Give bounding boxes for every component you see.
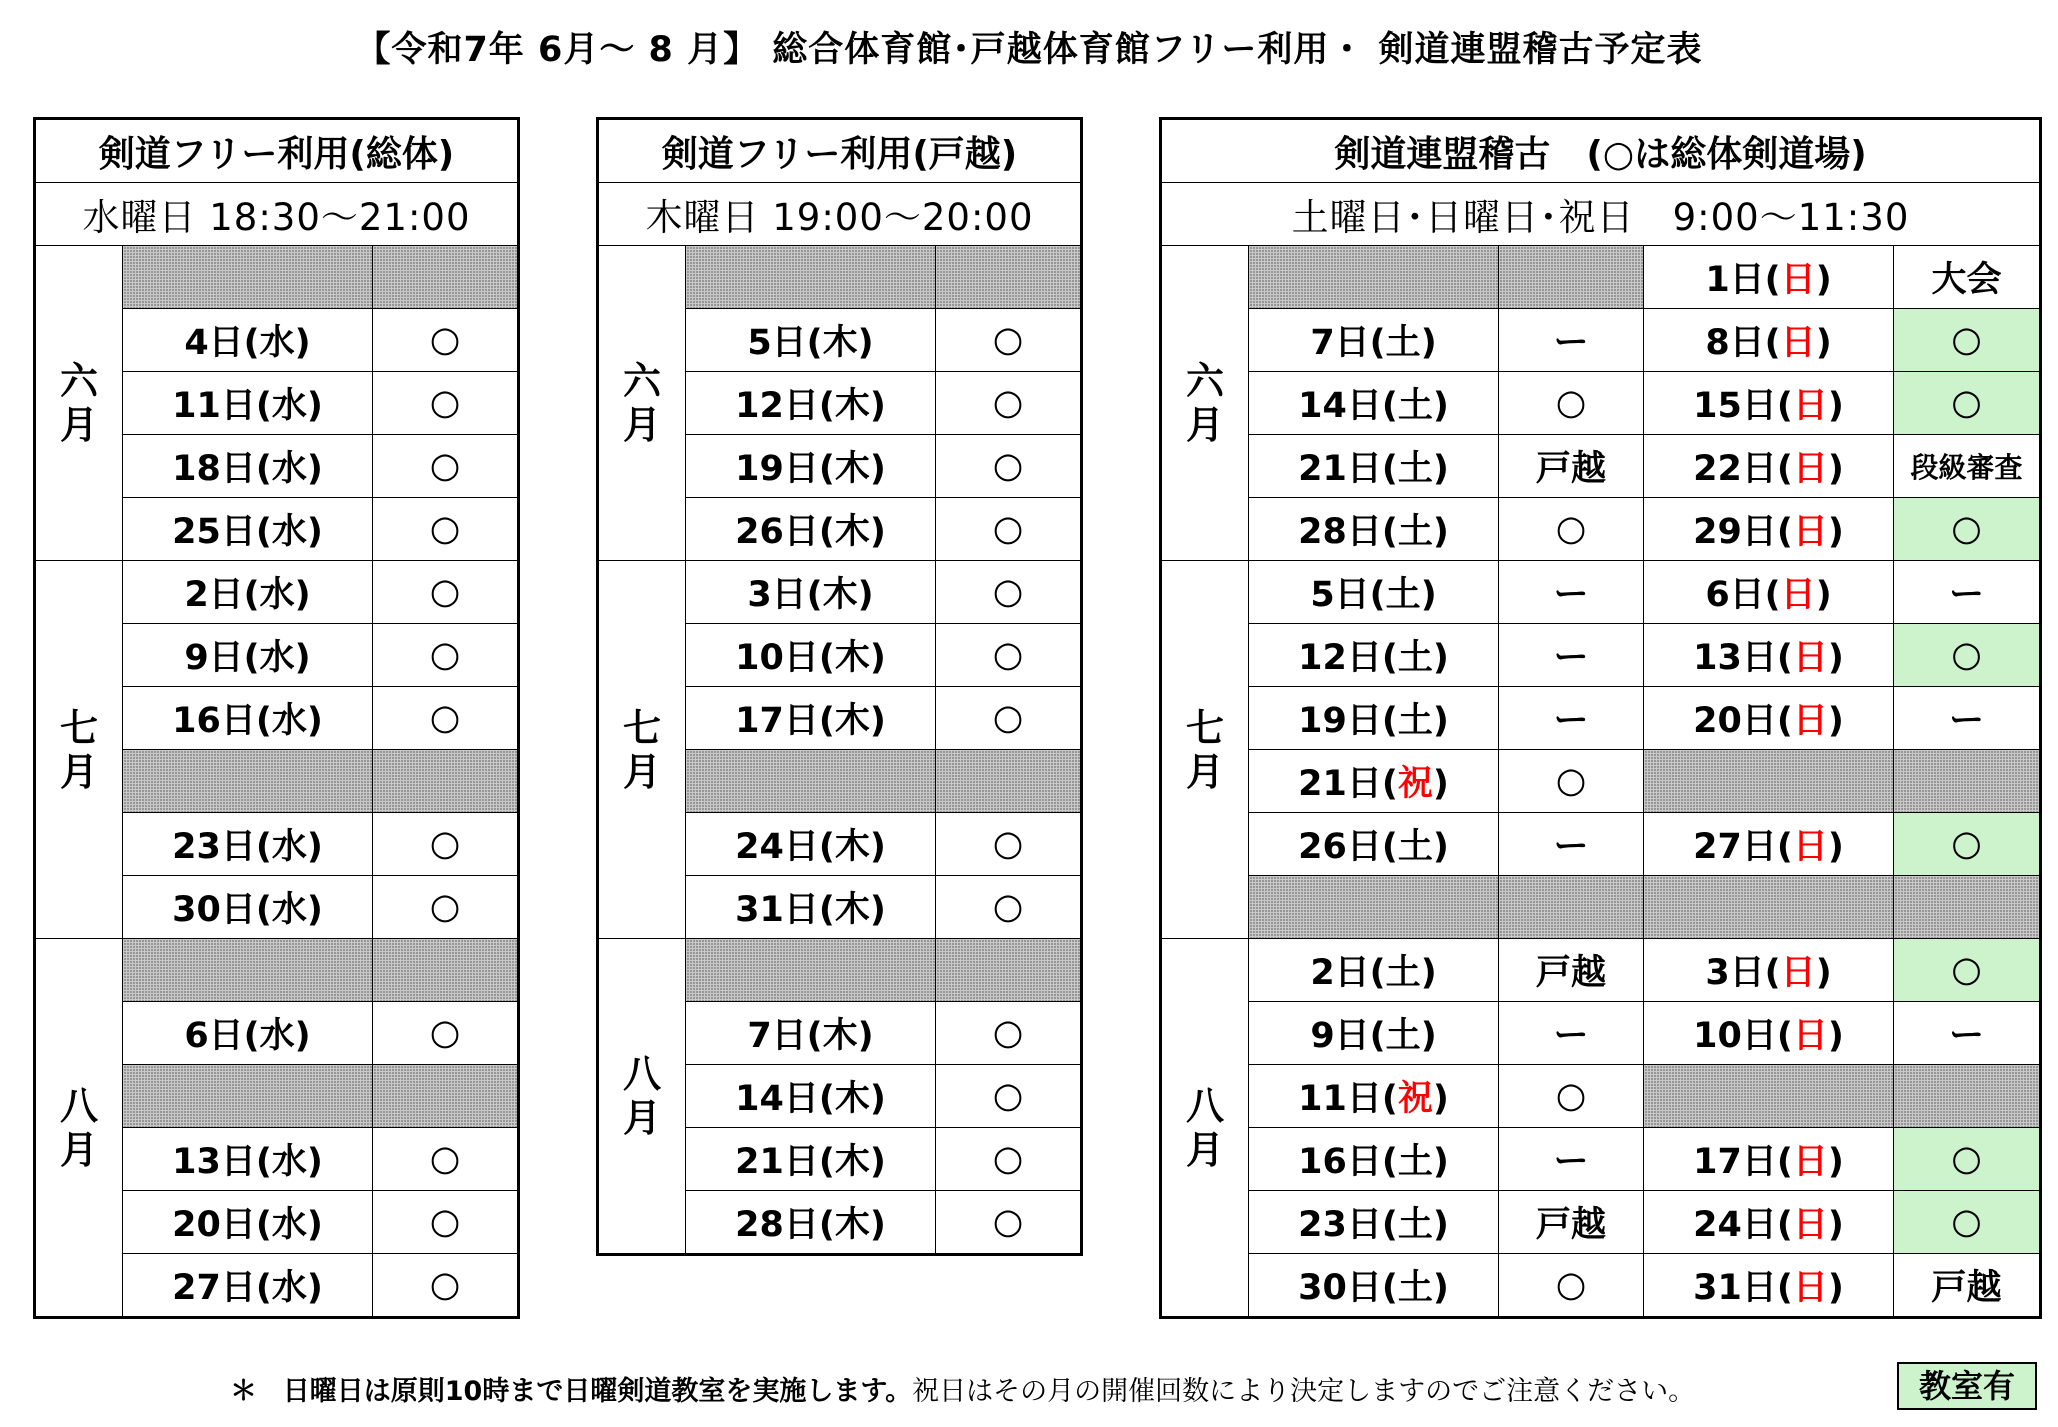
empty-cell — [123, 1065, 373, 1128]
weekday: 土 — [1397, 1268, 1433, 1308]
date-number: 20日( — [1693, 701, 1793, 741]
sunday-date — [1644, 498, 1894, 561]
availability-mark: ○ — [936, 1191, 1082, 1255]
date-paren: ) — [1827, 1205, 1844, 1245]
empty-cell — [686, 750, 936, 813]
date-number: 1日( — [1705, 260, 1781, 300]
date-number: 15日( — [1693, 386, 1793, 426]
date-number: 17日( — [1693, 1142, 1793, 1182]
table-row — [1161, 246, 2041, 309]
sunday-date — [1644, 939, 1894, 1002]
saturday-mark: ー — [1499, 624, 1644, 687]
date-cell: 11日(水) — [123, 372, 373, 435]
table-header: 剣道フリー利用(総体) — [35, 119, 519, 183]
saturday-mark: ○ — [1499, 498, 1644, 561]
table-row — [1161, 498, 2041, 561]
date-number: 29日( — [1693, 512, 1793, 552]
sunday-date — [1644, 687, 1894, 750]
date-cell: 23日(水) — [123, 813, 373, 876]
empty-cell — [123, 939, 373, 1002]
empty-cell — [373, 1065, 519, 1128]
sunday-date — [1644, 1191, 1894, 1254]
table-row — [35, 939, 519, 1002]
month-label: 六 月 — [598, 246, 686, 561]
sunday-date — [1644, 813, 1894, 876]
availability-mark: ○ — [936, 372, 1082, 435]
saturday-mark: 戸越 — [1499, 1191, 1644, 1254]
weekday: 日 — [1780, 323, 1816, 363]
empty-cell — [1499, 876, 1644, 939]
sunday-mark: ○ — [1894, 1128, 2041, 1191]
date-number: 24日( — [1693, 1205, 1793, 1245]
month-label: 六 月 — [1161, 246, 1249, 561]
table-row — [1161, 876, 2041, 939]
sunday-mark: 戸越 — [1894, 1254, 2041, 1318]
date-number: 31日( — [1693, 1268, 1793, 1308]
date-cell: 5日(木) — [686, 309, 936, 372]
availability-mark: ○ — [373, 498, 519, 561]
date-number: 2日( — [1310, 953, 1386, 993]
month-label: 七 月 — [35, 561, 123, 939]
date-cell: 10日(木) — [686, 624, 936, 687]
weekday: 日 — [1780, 575, 1816, 615]
sunday-mark: ー — [1894, 1002, 2041, 1065]
date-number: 22日( — [1693, 449, 1793, 489]
month-label: 八 月 — [1161, 939, 1249, 1318]
saturday-mark: ○ — [1499, 1254, 1644, 1318]
date-paren: ) — [1432, 764, 1449, 804]
date-paren: ) — [1815, 953, 1832, 993]
saturday-date — [1249, 687, 1499, 750]
sunday-date — [1644, 435, 1894, 498]
date-number: 12日( — [1298, 638, 1398, 678]
date-number: 30日( — [1298, 1268, 1398, 1308]
date-cell: 20日(水) — [123, 1191, 373, 1254]
date-paren: ) — [1432, 1205, 1449, 1245]
saturday-mark: ー — [1499, 1128, 1644, 1191]
footnote — [230, 1369, 1695, 1408]
weekday: 祝 — [1397, 1079, 1433, 1119]
weekday: 日 — [1792, 638, 1828, 678]
empty-cell — [1249, 246, 1499, 309]
saturday-date — [1249, 1254, 1499, 1318]
free-use-togoshi-table — [596, 117, 1083, 1256]
date-cell: 7日(木) — [686, 1002, 936, 1065]
table-row — [1161, 750, 2041, 813]
sunday-mark: ○ — [1894, 624, 2041, 687]
date-number: 11日( — [1298, 1079, 1398, 1119]
date-cell: 12日(木) — [686, 372, 936, 435]
saturday-mark: 戸越 — [1499, 435, 1644, 498]
sunday-mark: ○ — [1894, 939, 2041, 1002]
table-row — [1161, 1002, 2041, 1065]
empty-cell — [373, 939, 519, 1002]
table-header: 剣道フリー利用(戸越) — [598, 119, 1082, 183]
empty-cell — [123, 246, 373, 309]
empty-cell — [686, 246, 936, 309]
saturday-date — [1249, 624, 1499, 687]
saturday-mark: ー — [1499, 309, 1644, 372]
weekday: 土 — [1397, 1142, 1433, 1182]
availability-mark: ○ — [936, 624, 1082, 687]
table-row — [1161, 1128, 2041, 1191]
footnote-bold: 日曜日は原則10時まで日曜剣道教室を実施します。 — [282, 1376, 913, 1407]
availability-mark: ○ — [373, 1191, 519, 1254]
date-cell: 17日(木) — [686, 687, 936, 750]
date-number: 26日( — [1298, 827, 1398, 867]
sunday-mark: 大会 — [1894, 246, 2041, 309]
weekday: 土 — [1385, 575, 1421, 615]
availability-mark: ○ — [936, 813, 1082, 876]
empty-cell — [123, 750, 373, 813]
date-paren: ) — [1420, 575, 1437, 615]
saturday-date — [1249, 939, 1499, 1002]
availability-mark: ○ — [373, 1128, 519, 1191]
availability-mark: ○ — [373, 435, 519, 498]
date-cell: 2日(水) — [123, 561, 373, 624]
sunday-date — [1644, 1128, 1894, 1191]
weekday: 土 — [1397, 512, 1433, 552]
date-paren: ) — [1827, 512, 1844, 552]
date-paren: ) — [1827, 1016, 1844, 1056]
availability-mark: ○ — [936, 498, 1082, 561]
availability-mark: ○ — [373, 372, 519, 435]
month-label: 八 月 — [35, 939, 123, 1318]
weekday: 土 — [1397, 827, 1433, 867]
table-row — [35, 561, 519, 624]
date-cell: 14日(木) — [686, 1065, 936, 1128]
date-paren: ) — [1420, 323, 1437, 363]
weekday: 日 — [1792, 1142, 1828, 1182]
table-row — [598, 246, 1082, 309]
page-title: 【令和7年 6月～ 8 月】 総合体育館･戸越体育館フリー利用・ 剣道連盟稽古予定表 — [355, 30, 1703, 70]
empty-cell — [1894, 750, 2041, 813]
table-row — [1161, 1254, 2041, 1318]
table-row — [1161, 687, 2041, 750]
table-row — [598, 561, 1082, 624]
weekday: 日 — [1780, 953, 1816, 993]
saturday-mark: ○ — [1499, 750, 1644, 813]
empty-cell — [373, 750, 519, 813]
sunday-mark: ○ — [1894, 813, 2041, 876]
date-cell: 31日(木) — [686, 876, 936, 939]
sunday-date — [1644, 1254, 1894, 1318]
date-cell: 25日(水) — [123, 498, 373, 561]
weekday: 日 — [1792, 1268, 1828, 1308]
date-cell: 24日(木) — [686, 813, 936, 876]
date-paren: ) — [1827, 827, 1844, 867]
weekday: 土 — [1385, 1016, 1421, 1056]
empty-cell — [1894, 876, 2041, 939]
availability-mark: ○ — [373, 624, 519, 687]
weekday: 日 — [1792, 701, 1828, 741]
date-paren: ) — [1827, 1268, 1844, 1308]
availability-mark: ○ — [373, 876, 519, 939]
saturday-date — [1249, 813, 1499, 876]
weekday: 日 — [1792, 386, 1828, 426]
saturday-mark: ー — [1499, 561, 1644, 624]
table-schedule: 木曜日 19:00～20:00 — [598, 183, 1082, 246]
saturday-date — [1249, 750, 1499, 813]
table-row — [1161, 309, 2041, 372]
sunday-mark: ○ — [1894, 498, 2041, 561]
date-paren: ) — [1827, 701, 1844, 741]
month-label: 六 月 — [35, 246, 123, 561]
table-schedule: 土曜日･日曜日･祝日 9:00～11:30 — [1161, 183, 2041, 246]
federation-practice-table — [1159, 117, 2042, 1319]
weekday: 日 — [1780, 260, 1816, 300]
saturday-mark: ○ — [1499, 372, 1644, 435]
empty-cell — [936, 939, 1082, 1002]
sunday-mark: ー — [1894, 561, 2041, 624]
date-paren: ) — [1432, 638, 1449, 678]
date-paren: ) — [1432, 701, 1449, 741]
saturday-mark: ○ — [1499, 1065, 1644, 1128]
date-cell: 28日(木) — [686, 1191, 936, 1255]
date-paren: ) — [1827, 1142, 1844, 1182]
date-cell: 30日(水) — [123, 876, 373, 939]
sunday-mark: ○ — [1894, 1191, 2041, 1254]
weekday: 日 — [1792, 449, 1828, 489]
table-row — [1161, 1065, 2041, 1128]
availability-mark: ○ — [373, 687, 519, 750]
weekday: 土 — [1397, 386, 1433, 426]
saturday-date — [1249, 1191, 1499, 1254]
empty-cell — [373, 246, 519, 309]
weekday: 日 — [1792, 827, 1828, 867]
saturday-date — [1249, 561, 1499, 624]
saturday-mark: ー — [1499, 1002, 1644, 1065]
date-paren: ) — [1432, 1268, 1449, 1308]
table-row — [35, 246, 519, 309]
date-number: 21日( — [1298, 449, 1398, 489]
date-paren: ) — [1420, 1016, 1437, 1056]
availability-mark: ○ — [936, 687, 1082, 750]
availability-mark: ○ — [373, 1002, 519, 1065]
date-cell: 19日(木) — [686, 435, 936, 498]
weekday: 土 — [1397, 701, 1433, 741]
table-schedule: 水曜日 18:30～21:00 — [35, 183, 519, 246]
date-paren: ) — [1827, 386, 1844, 426]
sunday-mark: 段級審査 — [1894, 435, 2041, 498]
empty-cell — [1644, 876, 1894, 939]
saturday-date — [1249, 1002, 1499, 1065]
date-paren: ) — [1432, 1142, 1449, 1182]
date-number: 7日( — [1310, 323, 1386, 363]
weekday: 土 — [1385, 323, 1421, 363]
saturday-date — [1249, 1065, 1499, 1128]
date-paren: ) — [1827, 638, 1844, 678]
weekday: 日 — [1792, 1016, 1828, 1056]
date-number: 13日( — [1693, 638, 1793, 678]
saturday-date — [1249, 372, 1499, 435]
sunday-date — [1644, 372, 1894, 435]
weekday: 土 — [1397, 638, 1433, 678]
month-label: 七 月 — [1161, 561, 1249, 939]
saturday-date — [1249, 1128, 1499, 1191]
availability-mark: ○ — [373, 561, 519, 624]
date-cell: 9日(水) — [123, 624, 373, 687]
date-number: 23日( — [1298, 1205, 1398, 1245]
saturday-mark: ー — [1499, 813, 1644, 876]
availability-mark: ○ — [936, 561, 1082, 624]
table-row — [1161, 813, 2041, 876]
availability-mark: ○ — [936, 1128, 1082, 1191]
date-number: 9日( — [1310, 1016, 1386, 1056]
saturday-mark: 戸越 — [1499, 939, 1644, 1002]
legend-classroom: 教室有 — [1897, 1362, 2037, 1410]
availability-mark: ○ — [936, 876, 1082, 939]
date-paren: ) — [1432, 386, 1449, 426]
availability-mark: ○ — [373, 1254, 519, 1318]
date-number: 16日( — [1298, 1142, 1398, 1182]
date-cell: 13日(水) — [123, 1128, 373, 1191]
date-paren: ) — [1432, 449, 1449, 489]
empty-cell — [936, 750, 1082, 813]
date-cell: 3日(木) — [686, 561, 936, 624]
sunday-date — [1644, 309, 1894, 372]
date-cell: 18日(水) — [123, 435, 373, 498]
saturday-date — [1249, 309, 1499, 372]
empty-cell — [1894, 1065, 2041, 1128]
table-row — [1161, 1191, 2041, 1254]
table-row — [1161, 435, 2041, 498]
empty-cell — [1499, 246, 1644, 309]
sunday-date — [1644, 561, 1894, 624]
date-cell: 27日(水) — [123, 1254, 373, 1318]
weekday: 土 — [1397, 1205, 1433, 1245]
date-paren: ) — [1432, 512, 1449, 552]
sunday-mark: ー — [1894, 687, 2041, 750]
date-number: 14日( — [1298, 386, 1398, 426]
date-cell: 26日(木) — [686, 498, 936, 561]
sunday-mark: ○ — [1894, 372, 2041, 435]
empty-cell — [936, 246, 1082, 309]
table-row — [1161, 939, 2041, 1002]
date-number: 8日( — [1705, 323, 1781, 363]
date-paren: ) — [1420, 953, 1437, 993]
sunday-mark: ○ — [1894, 309, 2041, 372]
date-cell: 6日(水) — [123, 1002, 373, 1065]
saturday-date — [1249, 498, 1499, 561]
weekday: 祝 — [1397, 764, 1433, 804]
date-number: 19日( — [1298, 701, 1398, 741]
table-row — [598, 939, 1082, 1002]
month-label: 八 月 — [598, 939, 686, 1255]
empty-cell — [1644, 1065, 1894, 1128]
date-paren: ) — [1815, 575, 1832, 615]
date-cell: 21日(木) — [686, 1128, 936, 1191]
date-number: 21日( — [1298, 764, 1398, 804]
footnote-normal: 祝日はその月の開催回数により決定しますのでご注意ください。 — [912, 1376, 1696, 1407]
date-number: 27日( — [1693, 827, 1793, 867]
empty-cell — [1249, 876, 1499, 939]
saturday-date — [1249, 435, 1499, 498]
table-row — [1161, 561, 2041, 624]
date-paren: ) — [1827, 449, 1844, 489]
month-label: 七 月 — [598, 561, 686, 939]
saturday-mark: ー — [1499, 687, 1644, 750]
empty-cell — [1644, 750, 1894, 813]
weekday: 日 — [1792, 1205, 1828, 1245]
availability-mark: ○ — [373, 309, 519, 372]
sunday-date — [1644, 624, 1894, 687]
date-paren: ) — [1815, 260, 1832, 300]
sunday-date — [1644, 246, 1894, 309]
date-number: 10日( — [1693, 1016, 1793, 1056]
availability-mark: ○ — [936, 435, 1082, 498]
sunday-date — [1644, 1002, 1894, 1065]
date-number: 28日( — [1298, 512, 1398, 552]
table-row — [1161, 372, 2041, 435]
date-paren: ) — [1432, 1079, 1449, 1119]
date-cell: 16日(水) — [123, 687, 373, 750]
date-number: 6日( — [1705, 575, 1781, 615]
weekday: 土 — [1385, 953, 1421, 993]
date-paren: ) — [1815, 323, 1832, 363]
date-paren: ) — [1432, 827, 1449, 867]
availability-mark: ○ — [936, 1002, 1082, 1065]
footnote-mark: ＊ — [230, 1376, 257, 1407]
availability-mark: ○ — [373, 813, 519, 876]
table-row — [1161, 624, 2041, 687]
free-use-sotai-table — [33, 117, 520, 1319]
availability-mark: ○ — [936, 309, 1082, 372]
table-header: 剣道連盟稽古 (○は総体剣道場) — [1161, 119, 2041, 183]
date-number: 3日( — [1705, 953, 1781, 993]
availability-mark: ○ — [936, 1065, 1082, 1128]
empty-cell — [686, 939, 936, 1002]
date-number: 5日( — [1310, 575, 1386, 615]
weekday: 日 — [1792, 512, 1828, 552]
date-cell: 4日(水) — [123, 309, 373, 372]
weekday: 土 — [1397, 449, 1433, 489]
